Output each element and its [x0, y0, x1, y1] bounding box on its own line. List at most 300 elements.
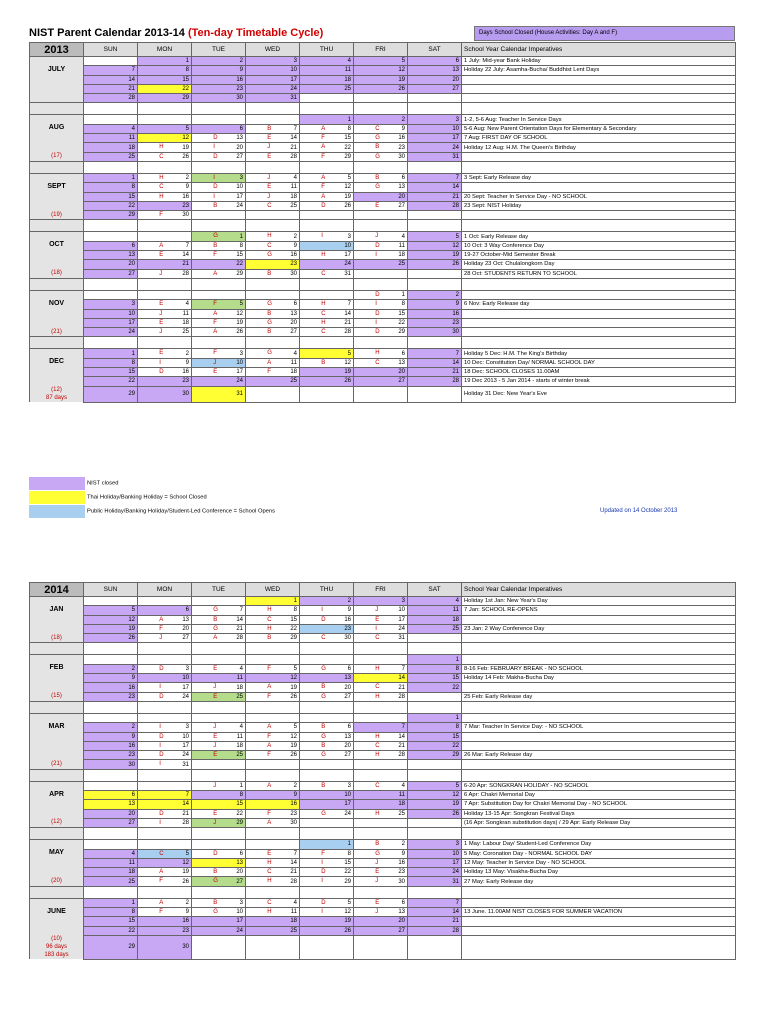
- day-cell: H 25: [354, 809, 408, 818]
- month-cell: [30, 349, 84, 358]
- month-gap: [30, 769, 736, 781]
- empty-cell: [138, 643, 192, 655]
- month-name: DEC: [30, 358, 84, 367]
- month-cell: (18): [30, 634, 84, 643]
- cycle-letter: F: [159, 212, 163, 219]
- day-cell: [138, 655, 192, 664]
- week-row: [30, 309, 736, 318]
- day-cell: D 22: [300, 868, 354, 877]
- day-cell: 20: [354, 917, 408, 926]
- day-cell: G 16: [246, 251, 300, 260]
- cycle-letter: H: [159, 144, 164, 151]
- legend-thai-holiday: Thai Holiday/Banking Holiday = School Closed: [29, 491, 207, 504]
- day-cell: 20: [408, 75, 462, 84]
- day-cell: F 15: [192, 251, 246, 260]
- cycle-letter: D: [321, 869, 326, 876]
- day-cell: D 1: [354, 290, 408, 299]
- day-cell: [138, 840, 192, 849]
- week-row: [30, 349, 736, 358]
- day-cell: H 21: [300, 318, 354, 327]
- calendar-note: 6 Nov: Early Release day: [462, 300, 736, 309]
- month-cell: [30, 751, 84, 760]
- week-row: [30, 211, 736, 220]
- day-cell: 28: [408, 926, 462, 935]
- day-cell: B 30: [246, 269, 300, 278]
- day-count: (10): [51, 936, 62, 943]
- day-cell: F 3: [192, 349, 246, 358]
- day-cell: 2: [354, 115, 408, 124]
- day-cell: 19: [84, 624, 138, 633]
- day-cell: J 4: [354, 232, 408, 241]
- empty-cell: [300, 769, 354, 781]
- cycle-letter: J: [213, 684, 217, 691]
- month-cell: (12): [30, 818, 84, 827]
- day-cell: I 20: [192, 143, 246, 152]
- day-cell: B 6: [300, 723, 354, 732]
- cycle-letter: C: [267, 242, 272, 249]
- day-cell: [300, 386, 354, 402]
- month-gap: [30, 337, 736, 349]
- day-cell: E 28: [246, 152, 300, 161]
- day-cell: G 9: [354, 849, 408, 858]
- day-cell: G 7: [192, 606, 246, 615]
- day-cell: 7: [84, 66, 138, 75]
- empty-cell: [246, 220, 300, 232]
- day-cell: E 4: [192, 664, 246, 673]
- cycle-letter: I: [159, 359, 161, 366]
- week-row: [30, 124, 736, 133]
- day-cell: 23: [246, 260, 300, 269]
- calendar-note: 8-16 Feb: FEBRUARY BREAK - NO SCHOOL: [462, 664, 736, 673]
- empty-cell: [354, 161, 408, 173]
- day-cell: [84, 655, 138, 664]
- week-row: [30, 183, 736, 192]
- cycle-letter: G: [267, 350, 272, 357]
- month-cell: [30, 309, 84, 318]
- day-cell: F 26: [246, 751, 300, 760]
- month-cell: [30, 935, 84, 959]
- cycle-letter: F: [159, 878, 163, 885]
- day-cell: 3: [354, 597, 408, 606]
- day-count: (12): [51, 387, 62, 394]
- day-cell: D 21: [138, 809, 192, 818]
- calendar-note: 6 Apr: Chakri Memorial Day: [462, 791, 736, 800]
- month-cell: [30, 94, 84, 103]
- purple-swatch: [29, 477, 85, 490]
- day-cell: 7: [408, 898, 462, 907]
- empty-cell: [246, 769, 300, 781]
- day-header: FRI: [354, 583, 408, 597]
- day-cell: [408, 386, 462, 402]
- day-cell: 23: [138, 201, 192, 210]
- empty-cell: [462, 769, 736, 781]
- day-cell: 24: [408, 868, 462, 877]
- day-cell: 22: [84, 926, 138, 935]
- day-cell: 2: [84, 664, 138, 673]
- day-cell: [192, 713, 246, 722]
- cycle-letter: C: [267, 202, 272, 209]
- day-cell: H 28: [354, 751, 408, 760]
- month-cell: [30, 741, 84, 750]
- day-cell: 13: [408, 66, 462, 75]
- day-header: FRI: [354, 43, 408, 57]
- month-cell: [30, 115, 84, 124]
- cycle-letter: A: [267, 684, 272, 691]
- cycle-letter: A: [213, 329, 218, 336]
- day-cell: 10: [138, 674, 192, 683]
- day-cell: 25: [246, 926, 300, 935]
- cycle-letter: J: [375, 859, 379, 866]
- week-row: [30, 858, 736, 867]
- week-row: [30, 134, 736, 143]
- cycle-letter: J: [213, 724, 217, 731]
- day-cell: [354, 655, 408, 664]
- month-cell: [30, 134, 84, 143]
- calendar-note: 28 Oct: STUDENTS RETURN TO SCHOOL: [462, 269, 736, 278]
- calendar-note: 6-20 Apr: SONGKRAN HOLIDAY - NO SCHOOL: [462, 781, 736, 790]
- empty-cell: [408, 103, 462, 115]
- month-gap: [30, 220, 736, 232]
- day-cell: F 26: [138, 877, 192, 886]
- month-cell: [30, 840, 84, 849]
- day-cell: [84, 713, 138, 722]
- cycle-letter: G: [213, 607, 218, 614]
- cycle-letter: I: [321, 878, 323, 885]
- day-cell: 1: [84, 173, 138, 182]
- day-cell: J 4: [246, 173, 300, 182]
- day-cell: 28: [408, 377, 462, 386]
- day-cell: 22: [84, 377, 138, 386]
- cycle-letter: A: [267, 742, 272, 749]
- week-row: [30, 898, 736, 907]
- empty-cell: [84, 337, 138, 349]
- day-cell: 8: [408, 723, 462, 732]
- cycle-letter: B: [267, 329, 272, 336]
- cycle-letter: D: [375, 310, 380, 317]
- year-label: 2013: [30, 43, 84, 57]
- cycle-letter: I: [321, 859, 323, 866]
- calendar-note: 23 Sept: NIST Holiday: [462, 201, 736, 210]
- week-row: [30, 75, 736, 84]
- day-cell: 16: [138, 917, 192, 926]
- day-cell: I 12: [300, 908, 354, 917]
- week-row: [30, 615, 736, 624]
- day-cell: D 11: [354, 241, 408, 250]
- month-name: FEB: [30, 664, 84, 673]
- cycle-letter: B: [267, 310, 272, 317]
- day-cell: B 24: [192, 201, 246, 210]
- day-cell: B 14: [192, 615, 246, 624]
- cycle-letter: A: [321, 144, 326, 151]
- month-cell: [30, 732, 84, 741]
- week-row: [30, 192, 736, 201]
- cycle-letter: C: [375, 742, 380, 749]
- day-cell: E 25: [192, 751, 246, 760]
- calendar-note: 19-27 October-Mid Semester Break: [462, 251, 736, 260]
- day-cell: [246, 386, 300, 402]
- day-cell: E 7: [246, 849, 300, 858]
- day-cell: B 27: [246, 328, 300, 337]
- day-cell: 13: [84, 800, 138, 809]
- empty-cell: [462, 278, 736, 290]
- cycle-letter: F: [213, 319, 217, 326]
- day-cell: C 31: [354, 634, 408, 643]
- month-name: OCT: [30, 241, 84, 250]
- day-cell: [354, 211, 408, 220]
- week-row: [30, 269, 736, 278]
- day-cell: 1: [408, 655, 462, 664]
- day-cell: H 7: [354, 664, 408, 673]
- day-cell: 18: [408, 615, 462, 624]
- calendar-note: [462, 898, 736, 907]
- empty-cell: [138, 701, 192, 713]
- day-cell: 5: [354, 57, 408, 66]
- day-cell: D 24: [138, 751, 192, 760]
- day-cell: F 19: [192, 318, 246, 327]
- week-row: [30, 624, 736, 633]
- day-cell: H 16: [138, 192, 192, 201]
- day-cell: E 14: [138, 251, 192, 260]
- day-cell: [84, 290, 138, 299]
- month-name: NOV: [30, 300, 84, 309]
- day-cell: D 10: [138, 732, 192, 741]
- day-cell: B 6: [354, 173, 408, 182]
- calendar-note: 1 July: Mid-year Bank Holiday: [462, 57, 736, 66]
- day-cell: G 13: [300, 732, 354, 741]
- day-cell: 29: [138, 94, 192, 103]
- day-cell: 27: [84, 818, 138, 827]
- day-cell: A 13: [138, 615, 192, 624]
- cycle-letter: C: [267, 869, 272, 876]
- cycle-letter: A: [159, 899, 164, 906]
- cycle-letter: C: [321, 329, 326, 336]
- empty-cell: [84, 103, 138, 115]
- day-cell: 22: [138, 84, 192, 93]
- day-cell: [138, 232, 192, 241]
- day-cell: G 6: [246, 300, 300, 309]
- empty-cell: [84, 886, 138, 898]
- day-cell: I 22: [354, 318, 408, 327]
- calendar-note: Holiday 22 July: Asamha-Bucha/ Buddhist Lent Days: [462, 66, 736, 75]
- empty-cell: [354, 886, 408, 898]
- week-row: [30, 597, 736, 606]
- day-cell: [300, 655, 354, 664]
- day-cell: E 6: [354, 898, 408, 907]
- day-cell: D 29: [354, 328, 408, 337]
- day-cell: G 4: [246, 349, 300, 358]
- cycle-letter: A: [159, 869, 164, 876]
- cycle-letter: E: [213, 752, 218, 759]
- day-cell: J 30: [354, 877, 408, 886]
- month-gap: [30, 103, 736, 115]
- cycle-letter: G: [321, 693, 326, 700]
- cycle-letter: I: [321, 909, 323, 916]
- empty-cell: [462, 103, 736, 115]
- day-cell: B 23: [354, 143, 408, 152]
- day-cell: [354, 760, 408, 769]
- day-cell: 9: [192, 66, 246, 75]
- day-cell: 26: [354, 84, 408, 93]
- day-cell: 23: [138, 377, 192, 386]
- calendar-note: 18 Dec: SCHOOL CLOSES 11.00AM: [462, 368, 736, 377]
- week-row: [30, 664, 736, 673]
- month-gap: [30, 886, 736, 898]
- day-cell: F 5: [246, 664, 300, 673]
- cycle-letter: H: [321, 319, 326, 326]
- calendar-note: [462, 634, 736, 643]
- day-cell: C 9: [246, 241, 300, 250]
- page-title: NIST Parent Calendar 2013-14 (Ten-day Timetable Cycle): [29, 27, 324, 39]
- cycle-letter: C: [159, 153, 164, 160]
- calendar-note: 19 Dec 2013 - 5 Jan 2014 - starts of winter break: [462, 377, 736, 386]
- calendar-2013: [29, 42, 736, 403]
- week-row: [30, 818, 736, 827]
- day-cell: 30: [408, 328, 462, 337]
- day-cell: G 27: [192, 877, 246, 886]
- day-cell: 11: [408, 606, 462, 615]
- day-cell: F 12: [246, 732, 300, 741]
- day-cell: D 5: [300, 898, 354, 907]
- week-row: [30, 800, 736, 809]
- empty-cell: [300, 337, 354, 349]
- day-cell: 24: [408, 143, 462, 152]
- cycle-letter: H: [375, 350, 380, 357]
- day-cell: 4: [408, 597, 462, 606]
- calendar-note: 13 June. 11.00AM NIST CLOSES FOR SUMMER VACATION: [462, 908, 736, 917]
- day-cell: H 22: [246, 624, 300, 633]
- cycle-letter: D: [159, 665, 164, 672]
- day-cell: 29: [84, 386, 138, 402]
- day-cell: 25: [408, 624, 462, 633]
- day-cell: G 13: [354, 183, 408, 192]
- month-gap: [30, 643, 736, 655]
- empty-cell: [408, 769, 462, 781]
- cycle-letter: I: [159, 724, 161, 731]
- day-cell: [84, 840, 138, 849]
- day-cell: 15: [192, 800, 246, 809]
- cycle-letter: J: [159, 329, 163, 336]
- day-header: MON: [138, 43, 192, 57]
- day-cell: C 21: [354, 683, 408, 692]
- empty-cell: [462, 886, 736, 898]
- week-row: [30, 868, 736, 877]
- day-cell: [300, 290, 354, 299]
- day-header: WED: [246, 583, 300, 597]
- day-header: SAT: [408, 583, 462, 597]
- day-cell: 6: [192, 124, 246, 133]
- cycle-letter: D: [213, 135, 218, 142]
- day-cell: 22: [408, 741, 462, 750]
- empty-cell: [246, 161, 300, 173]
- cycle-letter: E: [375, 202, 380, 209]
- week-row: [30, 300, 736, 309]
- imperatives-header: School Year Calendar Imperatives: [462, 583, 736, 597]
- day-cell: I 3: [300, 232, 354, 241]
- day-cell: [138, 597, 192, 606]
- empty-cell: [192, 103, 246, 115]
- month-cell: [30, 251, 84, 260]
- week-row: [30, 926, 736, 935]
- cycle-letter: J: [267, 193, 271, 200]
- month-spacer: [30, 643, 84, 655]
- cycle-letter: G: [321, 752, 326, 759]
- calendar-note: Holiday 13-15 Apr: Songkran Festival Days: [462, 809, 736, 818]
- day-cell: [354, 935, 408, 959]
- cycle-letter: H: [159, 193, 164, 200]
- day-cell: [408, 634, 462, 643]
- day-cell: C 14: [300, 309, 354, 318]
- calendar-note: [462, 935, 736, 959]
- day-cell: 8: [408, 664, 462, 673]
- month-spacer: [30, 337, 84, 349]
- day-cell: H 19: [138, 143, 192, 152]
- cycle-letter: A: [267, 782, 272, 789]
- day-cell: [354, 713, 408, 722]
- day-cell: J 25: [138, 328, 192, 337]
- day-cell: G 10: [192, 908, 246, 917]
- day-cell: 22: [84, 201, 138, 210]
- day-cell: C 5: [138, 849, 192, 858]
- empty-cell: [300, 701, 354, 713]
- day-cell: 11: [300, 66, 354, 75]
- cycle-letter: I: [321, 607, 323, 614]
- month-cell: [30, 898, 84, 907]
- day-header: SAT: [408, 43, 462, 57]
- day-cell: 14: [408, 358, 462, 367]
- day-cell: G 21: [192, 624, 246, 633]
- day-cell: [408, 760, 462, 769]
- month-cell: (20): [30, 877, 84, 886]
- day-cell: [84, 232, 138, 241]
- day-cell: 1: [84, 898, 138, 907]
- cycle-letter: E: [375, 869, 380, 876]
- day-cell: 4: [84, 124, 138, 133]
- month-cell: [30, 368, 84, 377]
- month-cell: [30, 868, 84, 877]
- day-cell: 6: [84, 241, 138, 250]
- empty-cell: [246, 886, 300, 898]
- week-row: [30, 241, 736, 250]
- cycle-letter: E: [213, 810, 218, 817]
- cycle-letter: D: [159, 693, 164, 700]
- week-row: [30, 260, 736, 269]
- day-cell: 24: [246, 84, 300, 93]
- day-cell: E 2: [138, 349, 192, 358]
- day-cell: D 16: [138, 368, 192, 377]
- empty-cell: [192, 886, 246, 898]
- day-cell: 15: [408, 732, 462, 741]
- cycle-letter: J: [159, 635, 163, 642]
- day-cell: D 10: [192, 183, 246, 192]
- header-row: [30, 583, 736, 597]
- cycle-letter: G: [213, 625, 218, 632]
- day-cell: 15: [84, 192, 138, 201]
- day-cell: [84, 57, 138, 66]
- empty-cell: [408, 337, 462, 349]
- empty-cell: [246, 643, 300, 655]
- day-cell: 1: [300, 840, 354, 849]
- day-cell: 23: [408, 318, 462, 327]
- day-cell: [192, 290, 246, 299]
- day-cell: 17: [84, 318, 138, 327]
- cycle-letter: B: [267, 635, 272, 642]
- week-row: [30, 173, 736, 182]
- day-cell: C 9: [354, 124, 408, 133]
- day-cell: [192, 597, 246, 606]
- day-cell: 20: [354, 192, 408, 201]
- cycle-letter: G: [267, 319, 272, 326]
- day-cell: 31: [192, 386, 246, 402]
